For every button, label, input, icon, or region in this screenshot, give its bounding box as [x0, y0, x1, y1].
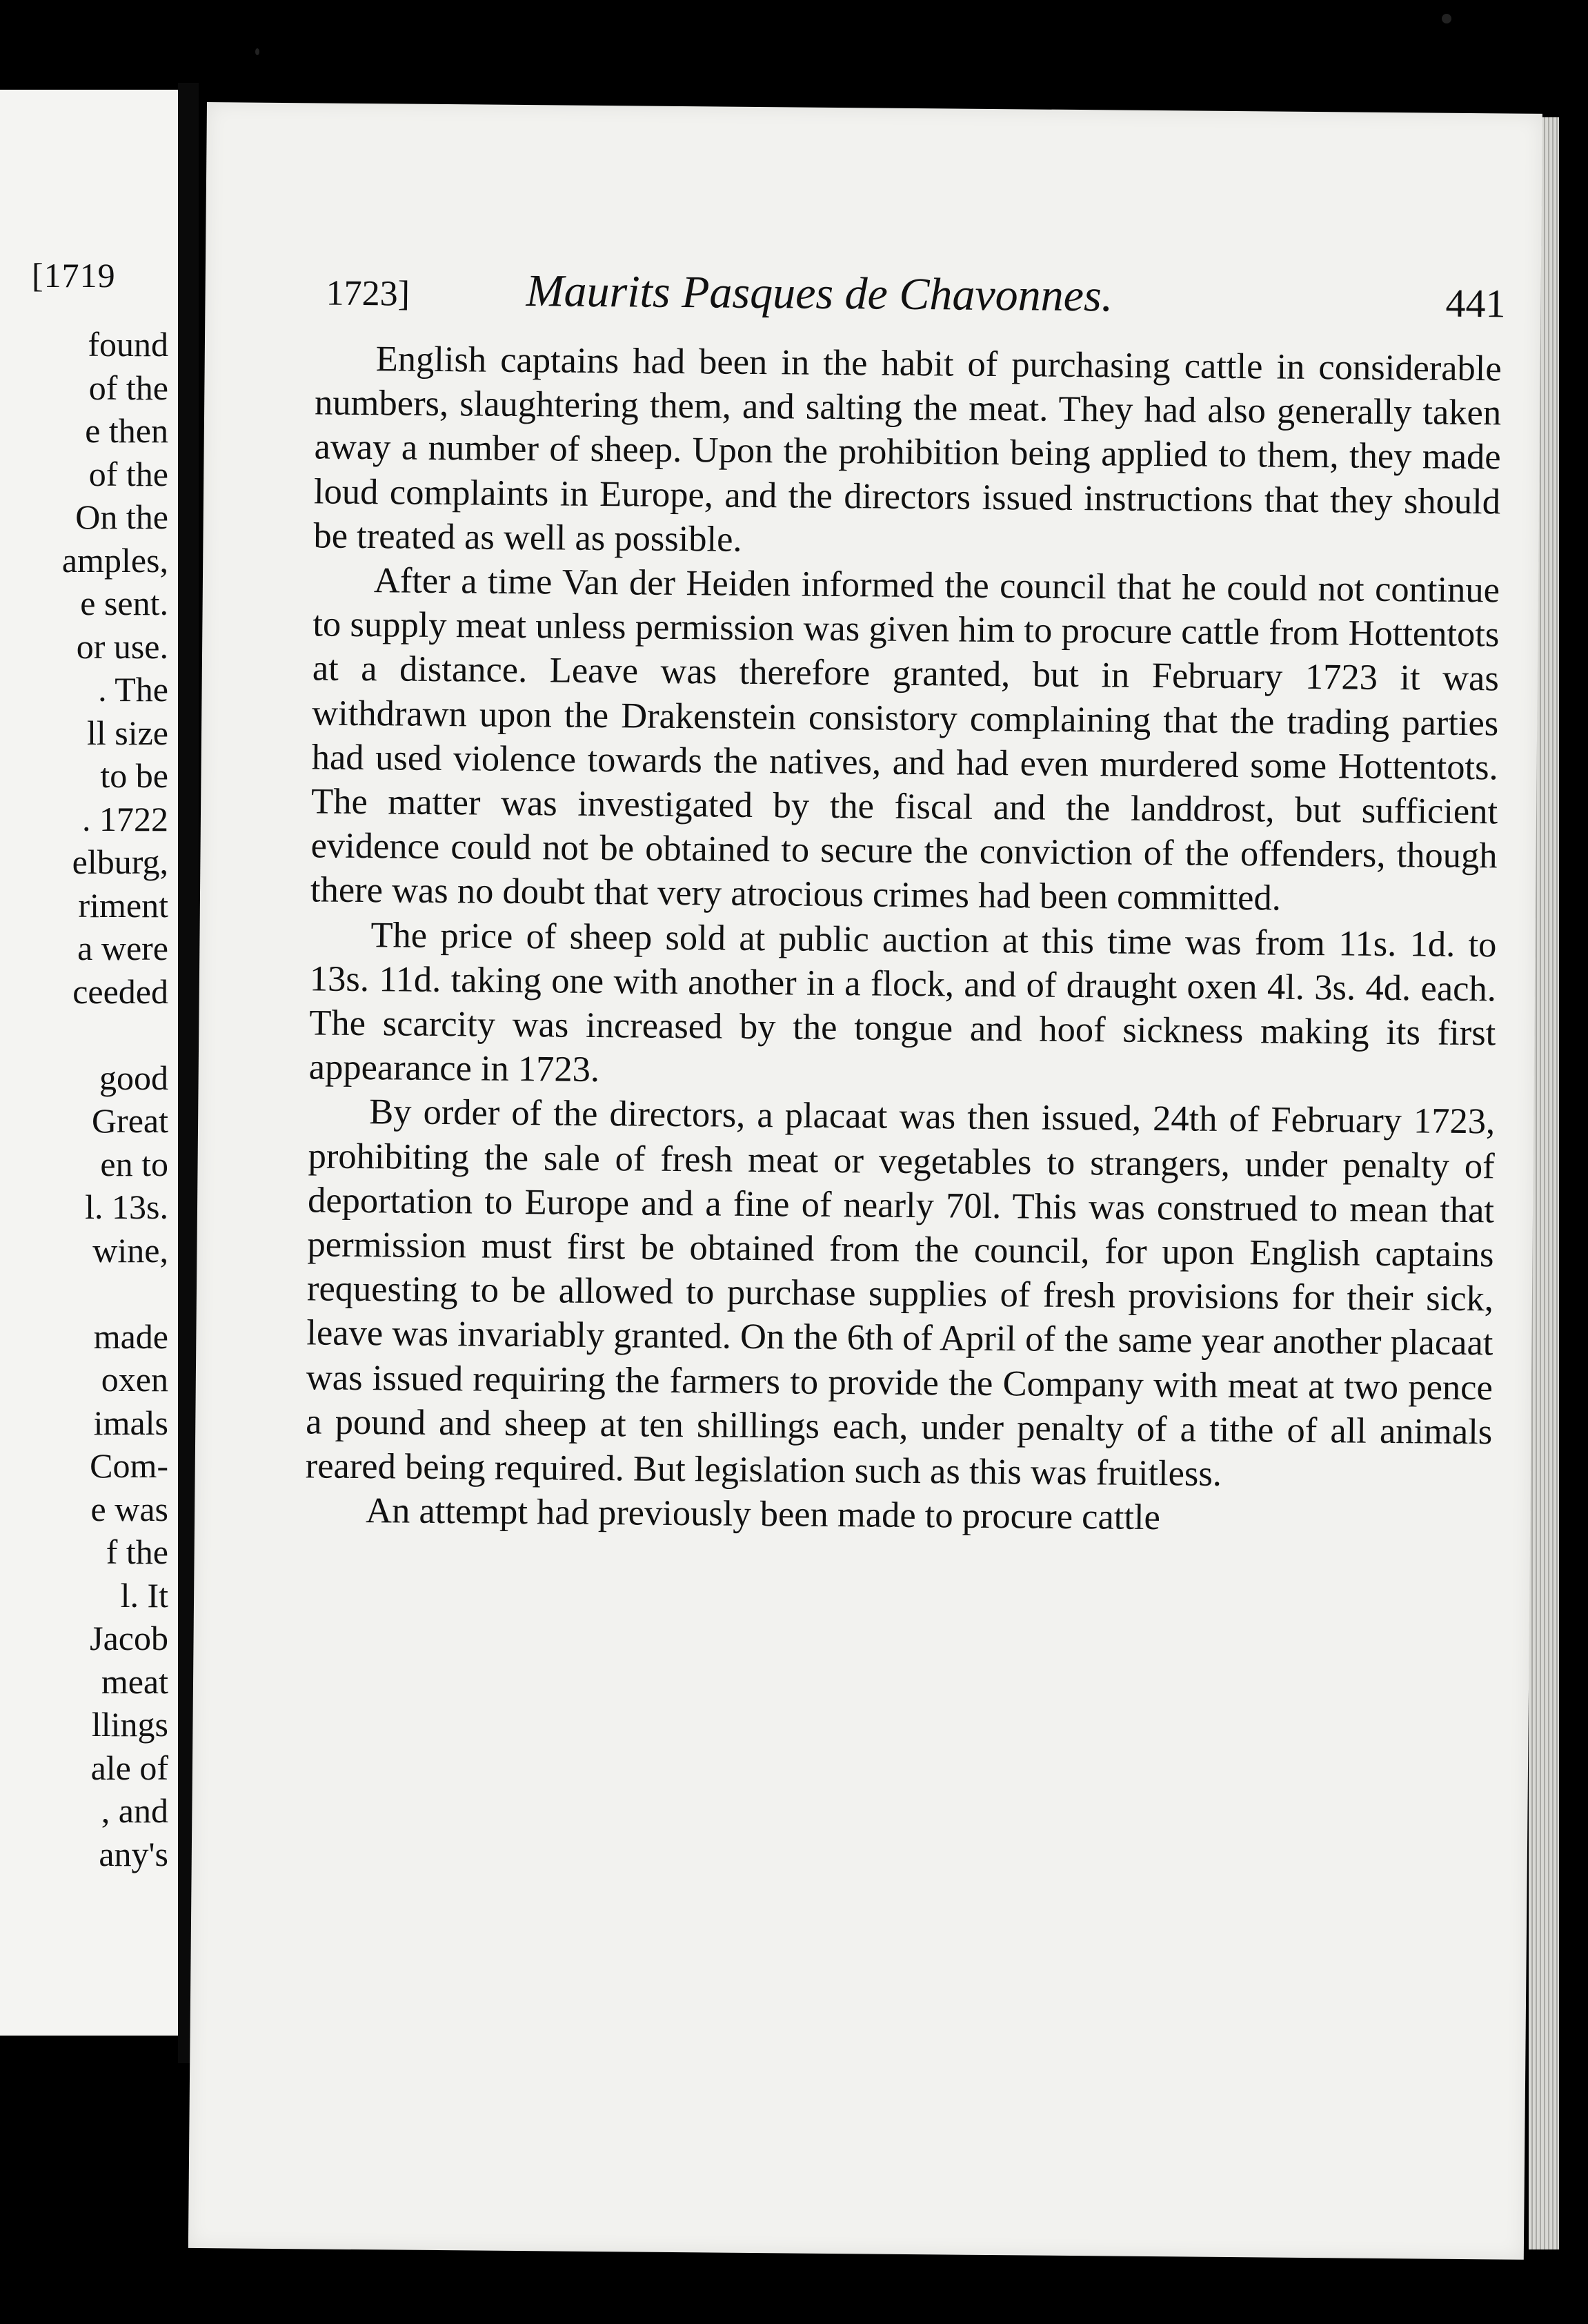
left-page-line: e was [90, 1489, 168, 1528]
left-page-line: . The [98, 670, 168, 709]
running-head [326, 264, 1506, 329]
left-page-line: good [99, 1058, 168, 1097]
book-page [188, 102, 1542, 2260]
running-head-year: 1723] [326, 273, 410, 314]
left-page-line: On the [75, 498, 168, 536]
left-page-line: ll size [86, 713, 168, 752]
paragraph: English captains had been in the habit of purchasing cattle in considerable numbers, slaughtering them, and salting the meat. They had also generally taken away a number of sheep. Upon the prohibition being applied to them, they made loud complaints in Europe, and the directors issued instructions that they should be treated as well as possible. [313, 339, 1502, 560]
page-number: 441 [1445, 280, 1506, 326]
left-page-header: [1719 [32, 256, 116, 295]
left-page-line: Great [91, 1101, 168, 1140]
left-page-line: amples, [61, 540, 168, 580]
running-head-title: Maurits Pasques de Chavonnes. [526, 266, 1113, 322]
left-page-line: l. It [120, 1575, 168, 1615]
left-page-line: . 1722 [82, 799, 168, 838]
left-page-line: , and [101, 1791, 168, 1830]
paragraph: After a time Van der Heiden informed the council that he could not continue to supply meat unless permission was given him to procure cattle from Hottentots at a distance. Leave was therefore granted, but in February 1723 it was withdrawn upon the Drakenstein consistory complaining that the trading parties had used violence towards the natives, and had even murdered some Hottentots. The matter was investigated by the fiscal and the landdrost, but sufficient evidence could not be obtained to secure the conviction of the offenders, though there was no doubt that very atrocious crimes had been committed. [310, 560, 1500, 919]
left-page-line: llings [91, 1705, 168, 1744]
paragraph: An attempt had previously been made to procure cattle [365, 1490, 1161, 1538]
left-page-line: of the [88, 368, 168, 407]
left-page-line: made [93, 1317, 168, 1356]
left-page-line: a were [77, 929, 168, 967]
left-page-line: ale of [90, 1748, 168, 1787]
left-page-line: en to [100, 1144, 168, 1183]
left-page-line: meat [101, 1662, 168, 1701]
left-page-line: f the [106, 1533, 168, 1571]
scan-speck [1442, 14, 1451, 23]
left-page-line: riment [78, 885, 168, 925]
left-page-line: found [88, 325, 168, 364]
left-page-line: wine, [92, 1230, 168, 1270]
paragraph: The price of sheep sold at public auction at this time was from 11s. 1d. to 13s. 11d. taking one with another in a flock, and of draught oxen 4l. 3s. 4d. each. The scarcity was increased by the tongue and hoof sickness making its first appearance in 1723. [308, 914, 1497, 1090]
scan-speck [255, 48, 259, 55]
left-page-line: l. 13s. [85, 1188, 168, 1226]
left-page-line: e then [85, 411, 168, 450]
left-page-line: to be [100, 756, 168, 795]
left-page-line: of the [88, 454, 168, 493]
left-page-line: Com- [90, 1446, 168, 1485]
facing-page-left [0, 90, 178, 2036]
left-page-line: Jacob [90, 1619, 168, 1657]
left-page-line: any's [99, 1834, 168, 1873]
left-page-line: imals [93, 1403, 168, 1442]
body-text [305, 336, 1502, 1542]
paragraph: By order of the directors, a placaat was then issued, 24th of February 1723, prohibiting the sale of fresh meat or vegetables to strangers, under penalty of deportation to Europe and a fine of nearly 70l. This was construed to mean that permission must first be obtained from the council, for upon English captains requesting to be allowed to purchase supplies of fresh provisions for their sick, leave was invariably granted. On the 6th of April of the same year another placaat was issued requiring the farmers to provide the Company with meat at two pence a pound and sheep at ten shillings each, under penalty of a tithe of all animals reared being required. But legislation such as this was fruitless. [305, 1092, 1496, 1494]
left-page-line: ceeded [72, 972, 168, 1011]
left-page-line: e sent. [80, 584, 168, 622]
left-page-line: elburg, [72, 843, 168, 881]
left-page-line: oxen [101, 1360, 168, 1399]
left-page-line: or use. [76, 627, 168, 666]
